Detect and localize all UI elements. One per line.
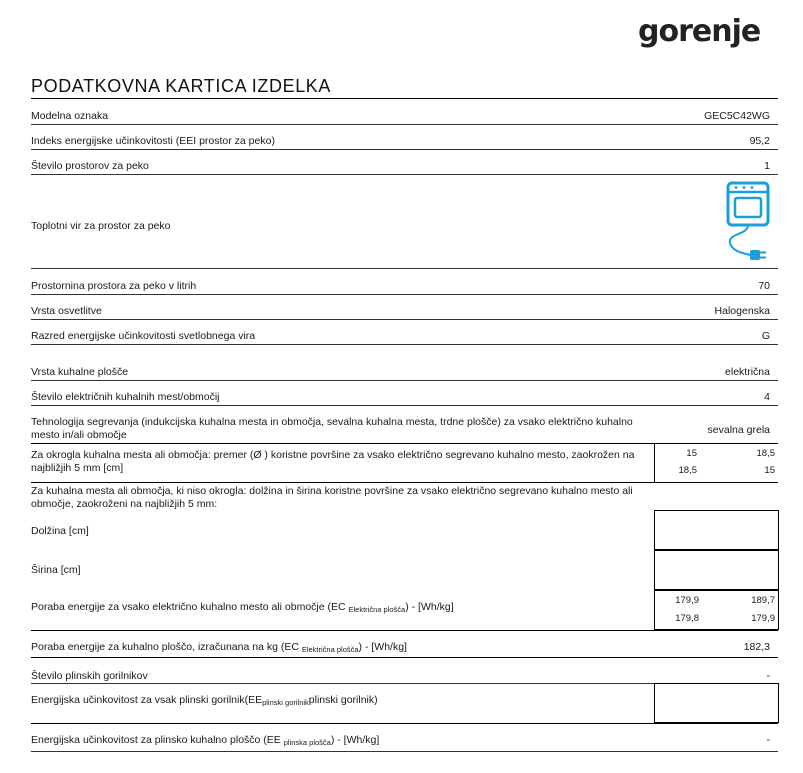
row-divider [31,723,778,724]
row-divider [31,294,778,295]
cavities-value: 1 [764,160,770,172]
hob-type-label: Vrsta kuhalne plošče [31,366,129,378]
row-divider [31,124,778,125]
volume-value: 70 [758,280,770,292]
ec-zone-value: 189,7 [751,595,775,606]
round-zone-value: 18,5 [756,448,775,459]
ec-zone-value: 179,9 [751,613,775,624]
gas-burners-value: - [766,670,770,682]
ec-zone-value: 179,8 [675,613,699,624]
ec-hob-label: Poraba energije za kuhalno ploščo, izračunana na kg (EC $_{Električna plošča}$) - [Wh/kg] [31,641,407,654]
ec-hob-value: 182,3 [743,641,770,653]
lighting-label: Vrsta osvetlitve [31,305,102,317]
gas-burners-label: Število plinskih gorilnikov [31,670,148,682]
ee-hob-value: - [766,734,770,746]
row-divider [31,751,778,752]
zones-value: 4 [764,391,770,403]
technology-value: sevalna grela [707,424,770,436]
width-label: Širina [cm] [31,564,81,576]
ec-zone-label: Poraba energije za vsako električno kuhalno mesto ali območje (EC $_{Električna plošča}$) - [Wh/kg] [31,601,454,614]
eei-label: Indeks energijske učinkovitosti (EEI prostor za peko) [31,135,275,147]
row-divider [31,443,778,444]
hob-type-value: električna [725,366,770,378]
row-divider [31,344,778,345]
row-divider [31,174,778,175]
page-title: PODATKOVNA KARTICA IZDELKA [31,76,332,96]
cell-divider [654,443,655,482]
model-value: GEC5C42WG [704,110,770,122]
width-value-box [654,550,779,590]
electric-oven-plug-icon [724,181,772,267]
row-divider [31,482,778,483]
row-divider [31,657,778,658]
ee-burner-label: Energijska učinkovitost za vsak plinski $gorilnik(EE_{plinski gorilnik}plinski$ gorilnik) [31,694,378,707]
light-class-label: Razred energijske učinkovitosti svetlobnega vira [31,330,256,342]
volume-label: Prostornina prostora za peko v litrih [31,280,197,292]
row-divider [31,380,778,381]
lighting-value: Halogenska [714,305,770,317]
zones-label: Število električnih kuhalnih mest/območij [31,391,220,403]
round-zone-value: 15 [764,465,775,476]
cavities-label: Število prostorov za peko [31,160,149,172]
heat-source-label: Toplotni vir za prostor za peko [31,220,171,232]
row-divider [31,319,778,320]
row-divider [31,630,778,631]
ec-zone-value: 179,9 [675,595,699,606]
gorenje-logo: gorenje [638,14,761,49]
row-divider [31,405,778,406]
round-zones-label: Za okrogla kuhalna mesta ali območja: premer (Ø ) koristne površine za vsako električno segrevano kuhalno mesto, zaokrožen na najbližjih 5 mm [cm] [31,449,635,474]
row-divider [31,268,778,269]
round-zone-value: 18,5 [678,465,697,476]
length-label: Dolžina [cm] [31,525,89,537]
ee-hob-label: Energijska učinkovitost za plinsko kuhalno ploščo (EE $_{plinska plošča}$) - [Wh/kg] [31,734,380,747]
eei-value: 95,2 [749,135,770,147]
technology-label: Tehnologija segrevanja (indukcijska kuhalna mesta in območja, sevalna kuhalna mesta, trdne plošče) za vsako električno kuhalno mesto in/ali območje [31,416,633,441]
title-divider [31,98,778,99]
round-zone-value: 15 [686,448,697,459]
model-label: Modelna oznaka [31,110,109,122]
light-class-value: G [761,330,770,342]
row-divider [31,149,778,150]
non-round-label: Za kuhalna mesta ali območja, ki niso okrogla: dolžina in širina koristne površine za vsako električno segrevano kuhalno mesto ali območje, zaokroženi na najbližjih 5 mm: [31,485,633,510]
length-value-box [654,510,779,550]
ee-burner-values-box [654,683,779,723]
